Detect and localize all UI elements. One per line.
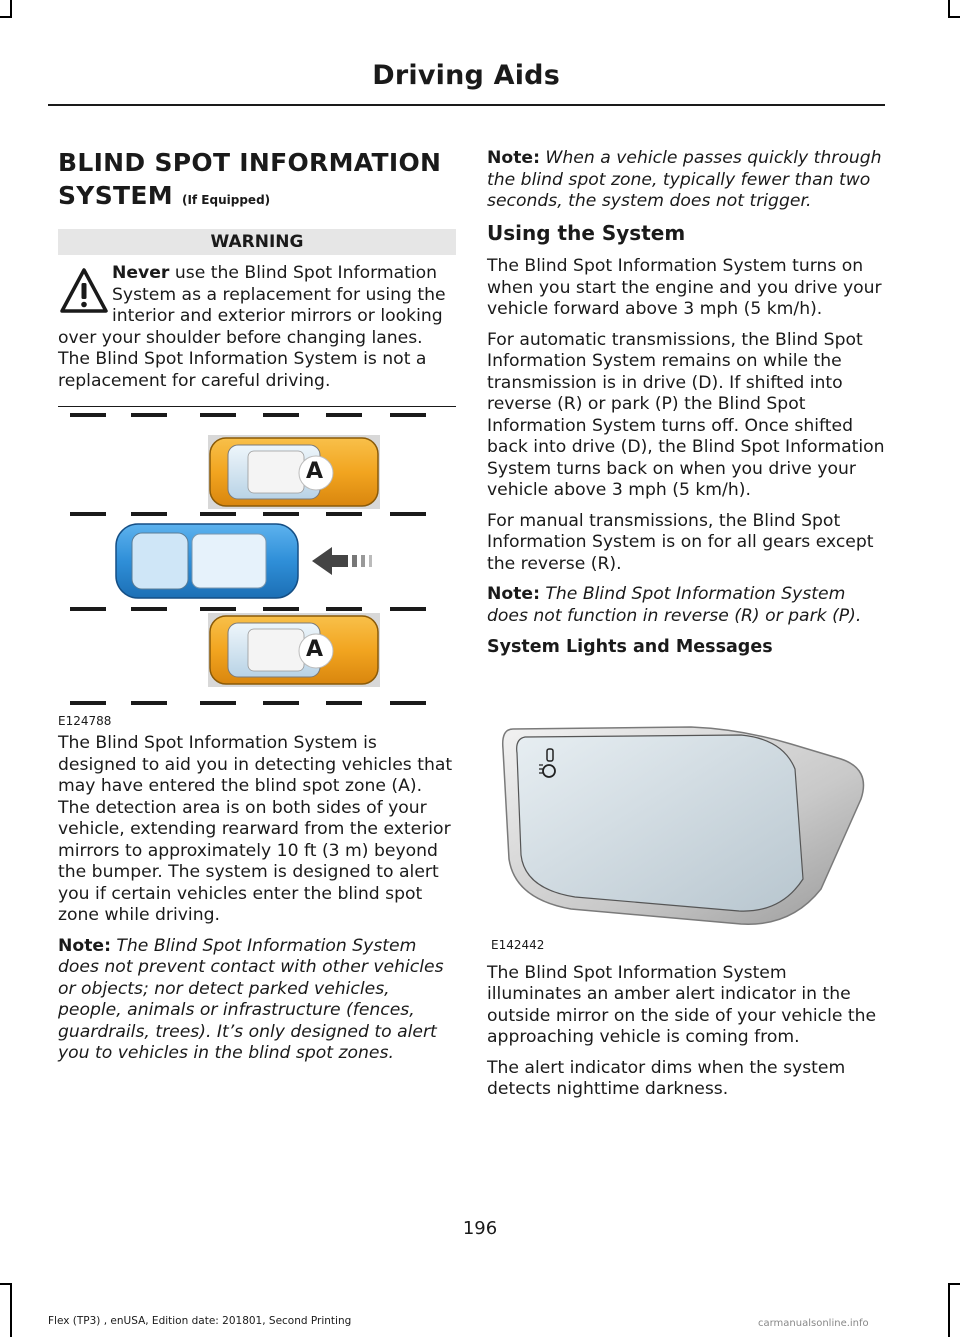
paragraph: The Blind Spot Information System illuminates an amber alert indicator in the outside mirror on the side of your vehicle the approaching vehicle is coming from. xyxy=(487,962,877,1047)
figure-mirror xyxy=(487,671,885,951)
footer-text: Flex (TP3) , enUSA, Edition date: 201801, Second Printing xyxy=(48,1315,352,1327)
paragraph: The alert indicator dims when the system detects nighttime darkness. xyxy=(487,1057,846,1099)
figure-blind-spot xyxy=(58,407,456,729)
figure-id: E142442 xyxy=(491,937,545,952)
note-text: When a vehicle passes quickly through the blind spot zone, typically fewer than two seconds, the system does not trigger. xyxy=(487,148,882,211)
note-text: The Blind Spot Information System does not function in reverse (R) or park (P). xyxy=(487,584,862,626)
paragraph: For automatic transmissions, the Blind Spot Information System remains on while the transmission is in drive (D). If shifted into reverse (R) or park (P) the Blind Spot Information System turns off. Once shifted back into drive (D), the Blind Spot Information System turns back on when you drive your vehicle above 3 mph (5 km/h). xyxy=(487,329,885,500)
note xyxy=(487,148,885,213)
subsection-title: Using the System xyxy=(487,220,686,245)
zone-label-lower: A xyxy=(306,637,324,662)
warning-triangle-icon xyxy=(58,263,110,319)
warning-heading: WARNING xyxy=(58,229,456,255)
paragraph: The Blind Spot Information System is designed to aid you in detecting vehicles that may have entered the blind spot zone (A). The detection area is on both sides of your vehicle, extending rearward from the exterior mirrors to approximately 10 ft (3 m) beyond the bumper. The system is designed to alert you if certain vehicles enter the blind spot zone while driving. xyxy=(58,733,453,925)
note-text: The Blind Spot Information System does not prevent contact with other vehicles or objects; nor detect parked vehicles, people, animals or infrastructure (fences, guardrails, trees). It’s only designed to alert you to vehicles in the blind spot zones. xyxy=(58,935,444,1063)
crop-mark xyxy=(10,1283,12,1337)
header-rule xyxy=(48,104,885,106)
zone-label-upper: A xyxy=(306,459,324,484)
page-header-title: Driving Aids xyxy=(372,60,560,91)
paragraph: For manual transmissions, the Blind Spot Information System is on for all gears except the reverse (R). xyxy=(487,510,874,574)
crop-mark xyxy=(0,16,12,18)
note-label: Note: xyxy=(58,935,111,956)
page-number: 196 xyxy=(462,1218,498,1239)
blind-spot-diagram-icon xyxy=(70,413,450,717)
watermark: carmanualsonline.info xyxy=(758,1318,869,1329)
section-title-text: BLIND SPOT INFORMATION SYSTEM xyxy=(58,148,442,210)
crop-mark xyxy=(10,0,12,16)
mirror-alert-diagram-icon xyxy=(491,709,871,949)
crop-mark xyxy=(948,16,960,18)
left-column xyxy=(58,146,456,1074)
right-column xyxy=(487,148,885,1110)
crop-mark xyxy=(948,0,950,16)
subsection-title: System Lights and Messages xyxy=(487,637,773,657)
note-label: Note: xyxy=(487,148,540,168)
section-title xyxy=(58,146,456,217)
warning-text: use the Blind Spot Information System as a replacement for using the interior and exterior mirrors or looking over your shoulder before changing lanes. The Blind Spot Information System is not a replacement for careful driving. xyxy=(58,263,446,391)
paragraph: The Blind Spot Information System turns on when you start the engine and you drive your vehicle forward above 3 mph (5 km/h). xyxy=(487,256,882,319)
figure-id: E124788 xyxy=(58,714,112,728)
crop-mark xyxy=(0,1283,12,1285)
crop-mark xyxy=(948,1283,950,1337)
warning-lead: Never xyxy=(112,263,170,283)
section-qualifier: (If Equipped) xyxy=(181,193,271,207)
crop-mark xyxy=(948,1283,960,1285)
warning-body xyxy=(58,255,456,392)
note-label: Note: xyxy=(487,584,540,604)
note xyxy=(487,584,885,627)
note xyxy=(58,936,456,1065)
